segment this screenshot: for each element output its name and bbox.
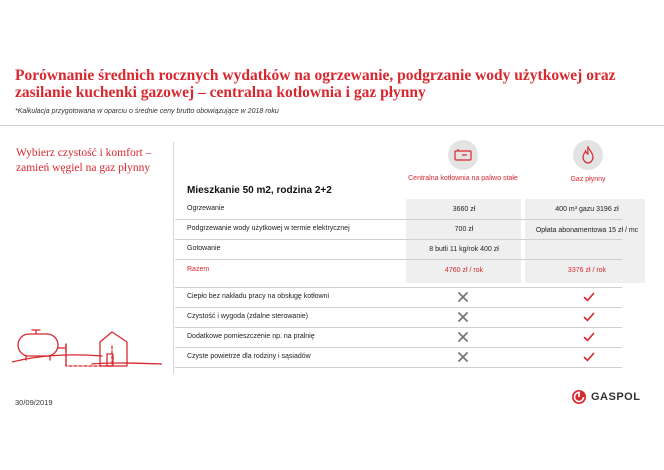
- row-divider: [175, 327, 622, 328]
- check-icon: [583, 311, 595, 323]
- check-icon: [583, 351, 595, 363]
- cost-cell-solid-fuel: 8 butli 11 kg/rok 400 zł: [429, 246, 499, 253]
- cost-cell-solid-fuel: 700 zł: [454, 226, 474, 233]
- row-divider: [175, 259, 622, 260]
- cost-row-label: Gotowanie: [187, 245, 221, 252]
- total-row-label: Razem: [187, 266, 210, 273]
- brand-name: GASPOL: [591, 391, 641, 403]
- cost-cell-lpg: Opłata abonamentowa 15 zł / mc: [535, 227, 639, 234]
- cross-icon: [457, 331, 469, 343]
- slide-date: 30/09/2019: [15, 398, 53, 407]
- slide-title: Porównanie średnich rocznych wydatków na ogrzewanie, podgrzanie wody użytkowej oraz zasilanie kuchenki gazowej – centralna kotłownia i gaz płynny: [15, 67, 616, 101]
- row-divider: [175, 367, 622, 368]
- total-cell-lpg: 3376 zł / rok: [567, 267, 607, 274]
- row-divider: [175, 347, 622, 348]
- feature-row-label: Dodatkowe pomieszczenie np. na pralnię: [187, 333, 315, 340]
- cross-icon: [457, 291, 469, 303]
- section-title: Mieszkanie 50 m2, rodzina 2+2: [187, 185, 332, 196]
- cost-row-label: Podgrzewanie wody użytkowej w termie elektrycznej: [187, 225, 350, 232]
- check-icon: [583, 331, 595, 343]
- column-header-lpg: Gaz płynny: [570, 176, 606, 183]
- tagline: Wybierz czystość i komfort – zamień węgiel na gaz płynny: [16, 147, 152, 174]
- cross-icon: [457, 311, 469, 323]
- cost-row-label: Ogrzewanie: [187, 205, 225, 212]
- check-icon: [583, 291, 595, 303]
- gaspol-logo-icon: [571, 389, 587, 405]
- row-divider: [175, 287, 622, 288]
- cross-icon: [457, 351, 469, 363]
- gaspol-logo: [571, 389, 640, 405]
- feature-row-label: Ciepło bez nakładu pracy na obsługę kotłowni: [187, 293, 330, 300]
- row-divider: [175, 239, 622, 240]
- cost-cell-solid-fuel: 3660 zł: [452, 206, 476, 213]
- gas-tank-house-illustration: [12, 322, 162, 372]
- row-divider: [175, 219, 622, 220]
- footnote: *Kalkulacja przygotowana w oparciu o średnie ceny brutto obowiązujące w 2018 roku: [15, 108, 279, 115]
- column-divider: [173, 142, 174, 374]
- column-header-solid-fuel: Centralna kotłownia na paliwo stałe: [408, 175, 518, 182]
- total-cell-solid-fuel: 4760 zł / rok: [444, 267, 484, 274]
- feature-row-label: Czystość i wygoda (zdalne sterowanie): [187, 313, 308, 320]
- header-divider: [0, 125, 664, 126]
- flame-icon: [573, 140, 603, 170]
- row-divider: [175, 307, 622, 308]
- cost-cell-lpg: 400 m³ gazu 3196 zł: [555, 206, 619, 213]
- boiler-icon: [448, 140, 478, 170]
- feature-row-label: Czyste powietrze dla rodziny i sąsiadów: [187, 353, 311, 360]
